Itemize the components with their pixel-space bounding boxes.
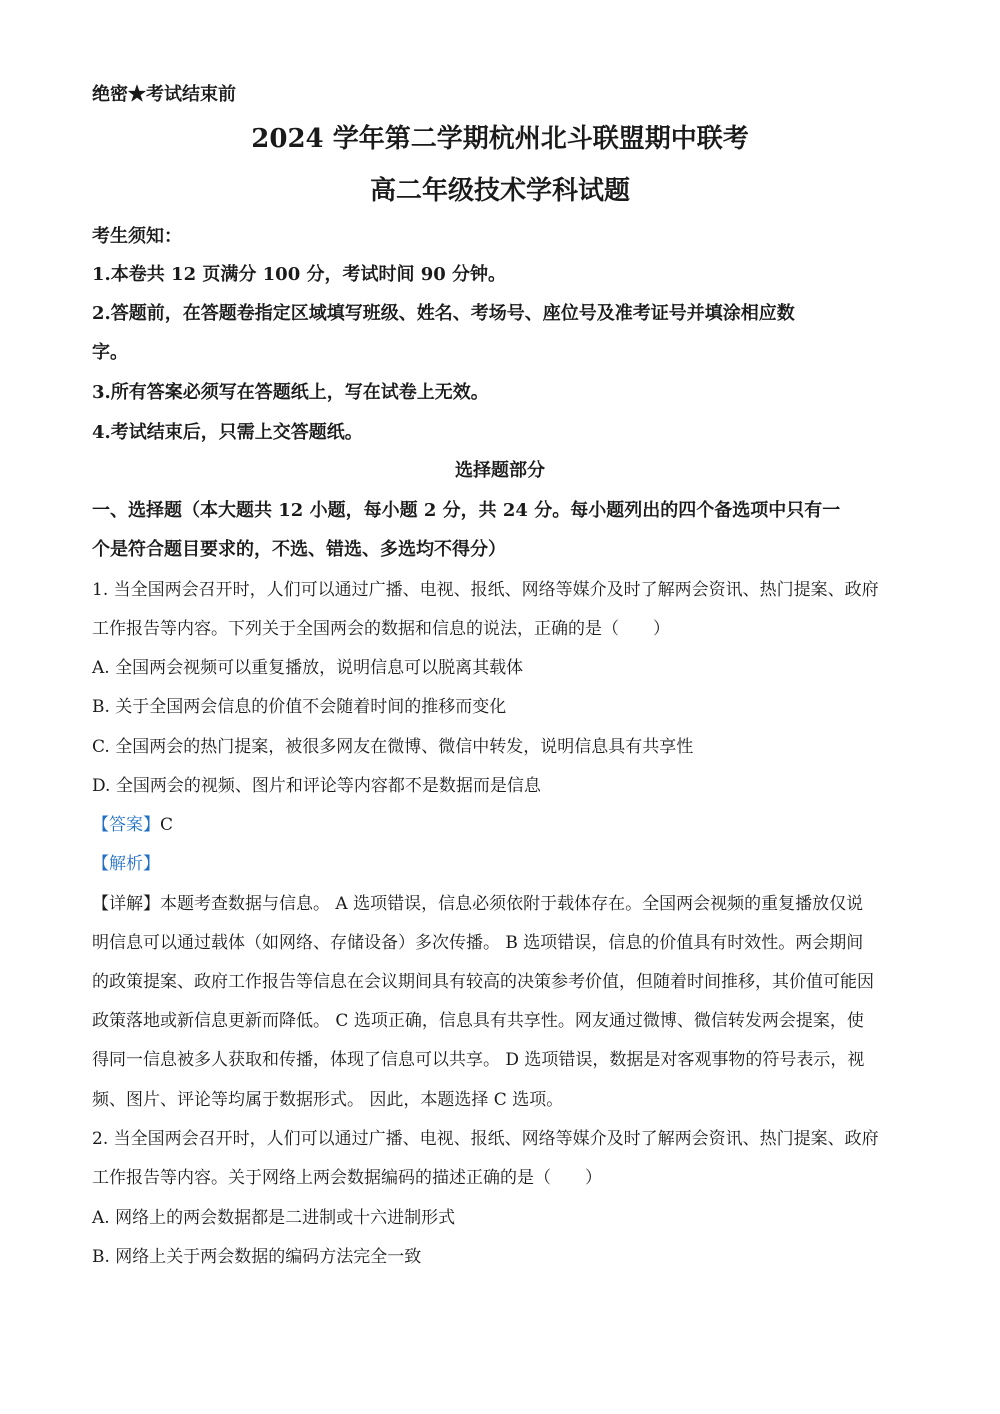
section-title: 选择题部分 xyxy=(455,460,545,481)
q1-detail-6: 频、图片、评论等均属于数据形式。 因此，本题选择 C 选项。 xyxy=(92,1090,564,1110)
notice-item-2b: 字。 xyxy=(92,342,128,363)
section-heading-b: 个是符合题目要求的，不选、错选、多选均不得分） xyxy=(92,539,506,560)
notice-item-2a: 2.答题前，在答题卷指定区域填写班级、姓名、考场号、座位号及准考证号并填涂相应数 xyxy=(92,303,795,324)
q1-option-a: A. 全国两会视频可以重复播放，说明信息可以脱离其载体 xyxy=(92,658,524,678)
q2-stem-b: 工作报告等内容。关于网络上两会数据编码的描述正确的是（ ） xyxy=(92,1168,602,1188)
q1-option-b: B. 关于全国两会信息的价值不会随着时间的推移而变化 xyxy=(92,697,507,717)
detail-tag: 【详解】 xyxy=(92,894,160,914)
q1-answer-line xyxy=(92,810,173,835)
q1-detail-1 xyxy=(92,889,863,914)
q1-stem-b: 工作报告等内容。下列关于全国两会的数据和信息的说法，正确的是（ ） xyxy=(92,619,670,639)
notice-item-1: 1.本卷共 12 页满分 100 分，考试时间 90 分钟。 xyxy=(92,264,507,285)
detail-text-1: 本题考查数据与信息。 A 选项错误，信息必须依附于载体存在。全国两会视频的重复播放仅说 xyxy=(160,894,864,914)
notice-heading: 考生须知： xyxy=(92,226,182,247)
exam-title: 2024 学年第二学期杭州北斗联盟期中联考 xyxy=(251,124,749,154)
section-heading-a: 一、选择题（本大题共 12 小题，每小题 2 分，共 24 分。每小题列出的四个备选项中只有一 xyxy=(92,500,841,521)
q2-stem-a: 2. 当全国两会召开时，人们可以通过广播、电视、报纸、网络等媒介及时了解两会资讯、热门提案、政府 xyxy=(92,1129,879,1149)
answer-value: C xyxy=(160,815,174,835)
q2-option-a: A. 网络上的两会数据都是二进制或十六进制形式 xyxy=(92,1208,456,1228)
q1-option-d: D. 全国两会的视频、图片和评论等内容都不是数据而是信息 xyxy=(92,776,541,796)
q1-detail-4: 政策落地或新信息更新而降低。 C 选项正确，信息具有共享性。网友通过微博、微信转发两会提案，使 xyxy=(92,1011,864,1031)
q1-detail-2: 明信息可以通过载体（如网络、存储设备）多次传播。 B 选项错误，信息的价值具有时效性。两会期间 xyxy=(92,933,864,953)
q1-stem-a: 1. 当全国两会召开时，人们可以通过广播、电视、报纸、网络等媒介及时了解两会资讯、热门提案、政府 xyxy=(92,580,879,600)
answer-tag: 【答案】 xyxy=(92,815,160,835)
exam-subtitle: 高二年级技术学科试题 xyxy=(369,176,630,206)
analysis-tag: 【解析】 xyxy=(92,854,160,874)
q1-detail-3: 的政策提案、政府工作报告等信息在会议期间具有较高的决策参考价值，但随着时间推移，其价值可能因 xyxy=(92,972,874,992)
notice-item-4: 4.考试结束后，只需上交答题纸。 xyxy=(92,422,363,443)
q1-detail-5: 得同一信息被多人获取和传播，体现了信息可以共享。 D 选项错误，数据是对客观事物的符号表示，视 xyxy=(92,1050,865,1070)
secret-label: 绝密★考试结束前 xyxy=(92,84,236,105)
q2-option-b: B. 网络上关于两会数据的编码方法完全一致 xyxy=(92,1247,422,1267)
notice-item-3: 3.所有答案必须写在答题纸上，写在试卷上无效。 xyxy=(92,382,489,403)
q1-option-c: C. 全国两会的热门提案，被很多网友在微博、微信中转发，说明信息具有共享性 xyxy=(92,737,694,757)
